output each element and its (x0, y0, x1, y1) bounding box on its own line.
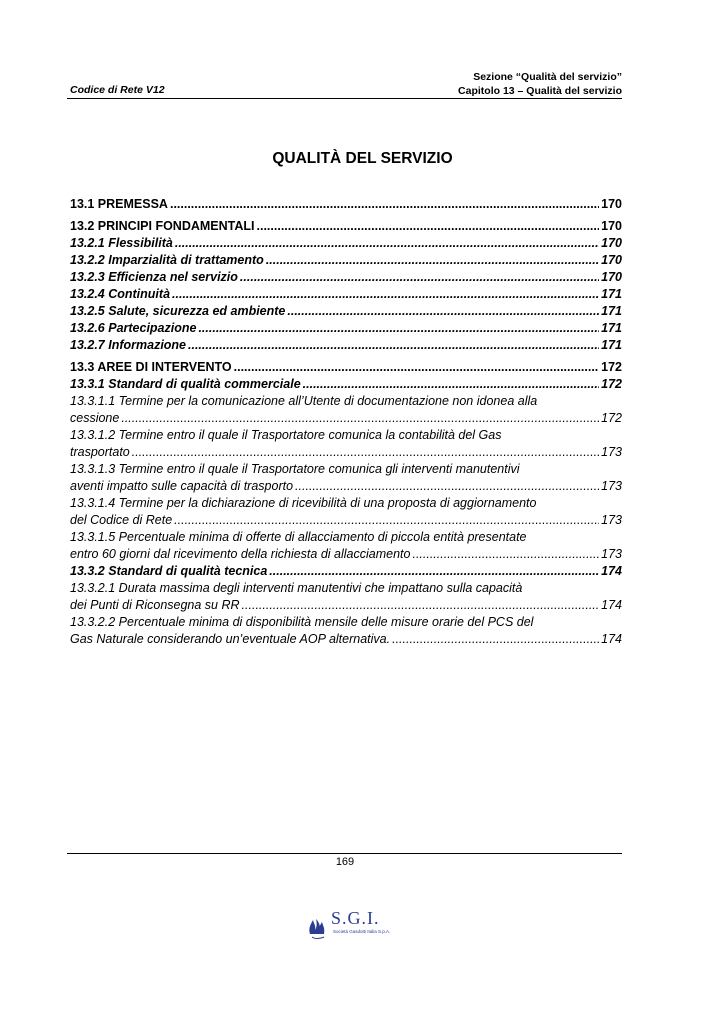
toc-entry-label: del Codice di Rete (70, 513, 173, 527)
toc-page-number: 171 (601, 287, 622, 301)
logo-subtext: Società Gasdotti Italia S.p.A. (333, 929, 391, 934)
page-number: 169 (335, 856, 355, 868)
toc-page-number: 170 (601, 236, 622, 250)
toc-leader (242, 597, 600, 614)
toc-entry-label: 13.2.2 Imparzialità di trattamento (70, 253, 264, 267)
toc-page-number: 172 (601, 411, 622, 425)
toc-page-number: 171 (601, 321, 622, 335)
toc-page-number: 174 (601, 564, 622, 578)
toc-page-number: 170 (601, 270, 622, 284)
toc-entry-label: trasportato (70, 445, 130, 459)
toc-entry[interactable] (70, 563, 622, 580)
page-title: QUALITÀ DEL SERVIZIO (272, 150, 453, 167)
toc-leader (240, 269, 599, 286)
toc-entry-title-line: 13.3.1.4 Termine per la dichiarazione di ricevibilità di una proposta di aggiornamento (70, 496, 537, 510)
toc-entry-title-line: 13.3.1.5 Percentuale minima di offerte di allacciamento di piccola entità presentate (70, 530, 527, 544)
toc-leader (121, 410, 599, 427)
toc-leader (257, 218, 600, 235)
toc-entry[interactable] (70, 495, 622, 529)
toc-page-number: 172 (601, 377, 622, 391)
toc-entry-label: 13.2.4 Continuità (70, 287, 171, 301)
toc-entry[interactable] (70, 427, 622, 461)
toc-leader (174, 512, 599, 529)
toc-leader (295, 478, 599, 495)
toc-entry-label: 13.2.5 Salute, sicurezza ed ambiente (70, 304, 286, 318)
toc-leader (269, 563, 599, 580)
footer-rule (67, 853, 622, 854)
toc-entry-label: 13.2 PRINCIPI FONDAMENTALI (70, 219, 255, 233)
toc-entry-label: 13.2.1 Flessibilità (70, 236, 173, 250)
toc-leader (287, 303, 599, 320)
toc-entry[interactable] (70, 393, 622, 427)
toc-entry[interactable] (70, 286, 622, 303)
toc-page-number: 173 (601, 479, 622, 493)
toc-entry[interactable] (70, 529, 622, 563)
toc-page-number: 170 (601, 197, 622, 211)
toc-entry[interactable] (70, 376, 622, 393)
toc-page-number: 171 (601, 338, 622, 352)
toc-entry[interactable] (70, 196, 622, 213)
toc-entry-title-line: 13.3.1.2 Termine entro il quale il Trasportatore comunica la contabilità del Gas (70, 428, 502, 442)
toc-entry[interactable] (70, 235, 622, 252)
toc-page-number: 173 (601, 547, 622, 561)
toc-leader (234, 359, 600, 376)
toc-page-number: 174 (601, 598, 622, 612)
toc-entry-title-line: 13.3.2.2 Percentuale minima di disponibilità mensile delle misure orarie del PCS del (70, 615, 534, 629)
toc-leader (303, 376, 599, 393)
header-section (458, 70, 622, 98)
toc-entry[interactable] (70, 580, 622, 614)
toc-page-number: 173 (601, 513, 622, 527)
toc-entry-label: aventi impatto sulle capacità di trasporto (70, 479, 294, 493)
header-chapter-line: Capitolo 13 – Qualità del servizio (458, 85, 622, 97)
toc-entry-label: 13.2.6 Partecipazione (70, 321, 197, 335)
toc-leader (412, 546, 599, 563)
toc-entry[interactable] (70, 252, 622, 269)
header-section-line: Sezione “Qualità del servizio” (473, 71, 622, 83)
toc-entry-label: 13.3.2 Standard di qualità tecnica (70, 564, 268, 578)
toc-entry-label: entro 60 giorni dal ricevimento della richiesta di allacciamento (70, 547, 411, 561)
toc-page-number: 170 (601, 219, 622, 233)
toc-entry-label: 13.2.7 Informazione (70, 338, 187, 352)
toc-page-number: 171 (601, 304, 622, 318)
toc-entry[interactable] (70, 269, 622, 286)
toc-entry-label: 13.2.3 Efficienza nel servizio (70, 270, 238, 284)
toc-leader (170, 196, 599, 213)
toc-entry-label: cessione (70, 411, 120, 425)
toc-leader (172, 286, 599, 303)
toc-page-number: 174 (601, 632, 622, 646)
toc-entry[interactable] (70, 614, 622, 648)
toc-entry[interactable] (70, 303, 622, 320)
toc-entry-title-line: 13.3.2.1 Durata massima degli interventi manutentivi che impattano sulla capacità (70, 581, 523, 595)
toc-entry-label: 13.3 AREE DI INTERVENTO (70, 360, 232, 374)
toc-entry-label: 13.1 PREMESSA (70, 197, 168, 211)
toc-page-number: 173 (601, 445, 622, 459)
toc-entry[interactable] (70, 218, 622, 235)
toc-entry[interactable] (70, 461, 622, 495)
toc-entry-title-line: 13.3.1.3 Termine entro il quale il Trasportatore comunica gli interventi manutentivi (70, 462, 520, 476)
table-of-contents (70, 196, 622, 648)
toc-leader (188, 337, 599, 354)
header-code-title: Codice di Rete V12 (70, 84, 165, 96)
toc-leader (198, 320, 599, 337)
toc-leader (392, 631, 599, 648)
header-rule (67, 98, 622, 99)
toc-leader (175, 235, 599, 252)
toc-entry[interactable] (70, 359, 622, 376)
toc-entry-label: 13.3.1 Standard di qualità commerciale (70, 377, 301, 391)
toc-entry-title-line: 13.3.1.1 Termine per la comunicazione all’Utente di documentazione non idonea alla (70, 394, 538, 408)
toc-page-number: 170 (601, 253, 622, 267)
logo-text: S.G.I. (331, 908, 380, 928)
toc-entry[interactable] (70, 337, 622, 354)
toc-page-number: 172 (601, 360, 622, 374)
toc-entry-label: Gas Naturale considerando un’eventuale AOP alternativa. (70, 632, 391, 646)
toc-entry[interactable] (70, 320, 622, 337)
toc-leader (266, 252, 599, 269)
toc-leader (132, 444, 599, 461)
toc-entry-label: dei Punti di Riconsegna su RR (70, 598, 240, 612)
